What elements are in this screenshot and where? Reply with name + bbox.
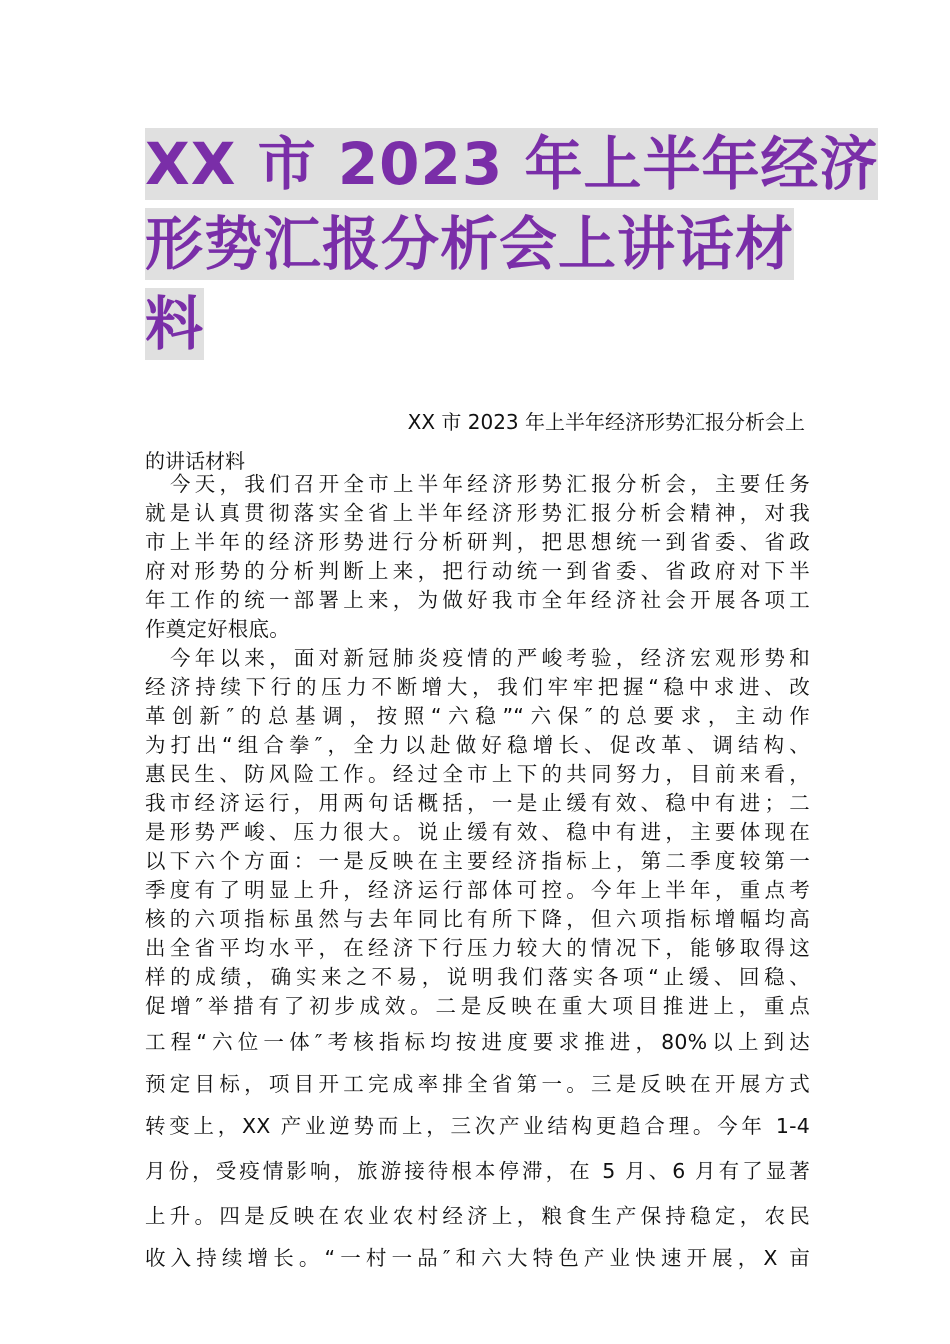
body-line: 出全省平均水平，在经济下行压力较大的情况下，能够取得这 bbox=[145, 936, 810, 960]
body-line: 为打出“组合拳″，全力以赴做好稳增长、促改革、调结构、 bbox=[145, 733, 810, 757]
body-line: 今年以来，面对新冠肺炎疫情的严峻考验，经济宏观形势和 bbox=[170, 646, 810, 670]
body-line: 上升。四是反映在农业农村经济上，粮食生产保持稳定，农民 bbox=[145, 1204, 810, 1228]
document-title bbox=[145, 128, 879, 368]
body-line: 促增″举措有了初步成效。二是反映在重大项目推进上，重点 bbox=[145, 994, 810, 1018]
body-line: 革创新″的总基调，按照“六稳”“六保″的总要求，主动作 bbox=[145, 704, 810, 728]
title-line-2: 形势汇报分析会上讲话材 bbox=[145, 210, 795, 278]
body-line: 府对形势的分析判断上来，把行动统一到省委、省政府对下半 bbox=[145, 559, 810, 583]
body-line: 转变上，XX 产业逆势而上，三次产业结构更趋合理。今年 1-4 bbox=[145, 1114, 810, 1138]
body-line: 是形势严峻、压力很大。说止缓有效、稳中有进，主要体现在 bbox=[145, 820, 810, 844]
title-line-3: 料 bbox=[145, 290, 205, 358]
body-line: 收入持续增长。“一村一品″和六大特色产业快速开展，X 亩 bbox=[145, 1246, 810, 1270]
body-line: 市上半年的经济形势进行分析研判，把思想统一到省委、省政 bbox=[145, 530, 810, 554]
body-line: 就是认真贯彻落实全省上半年经济形势汇报分析会精神，对我 bbox=[145, 501, 810, 525]
body-text bbox=[145, 470, 810, 1279]
body-line: 作奠定好根底。 bbox=[145, 617, 290, 641]
body-line: 我市经济运行，用两句话概括，一是止缓有效、稳中有进；二 bbox=[145, 791, 810, 815]
body-line: 月份，受疫情影响，旅游接待根本停滞，在 5 月、6 月有了显著 bbox=[145, 1159, 810, 1183]
body-line: 惠民生、防风险工作。经过全市上下的共同努力，目前来看， bbox=[145, 762, 810, 786]
body-line: 季度有了明显上升，经济运行部体可控。今年上半年，重点考 bbox=[145, 878, 810, 902]
body-line: 样的成绩，确实来之不易，说明我们落实各项“止缓、回稳、 bbox=[145, 965, 810, 989]
body-line: 以下六个方面：一是反映在主要经济指标上，第二季度较第一 bbox=[145, 849, 810, 873]
body-line: 预定目标，项目开工完成率排全省第一。三是反映在开展方式 bbox=[145, 1072, 810, 1096]
body-line: 年工作的统一部署上来，为做好我市全年经济社会开展各项工 bbox=[145, 588, 810, 612]
body-line: 工程“六位一体″考核指标均按进度要求推进，80%以上到达 bbox=[145, 1030, 810, 1054]
subtitle-line-2: 的讲话材料 bbox=[145, 449, 245, 473]
body-line: 核的六项指标虽然与去年同比有所下降，但六项指标增幅均高 bbox=[145, 907, 810, 931]
body-line: 经济持续下行的压力不断增大，我们牢牢把握“稳中求进、改 bbox=[145, 675, 810, 699]
subtitle-line-1: XX 市 2023 年上半年经济形势汇报分析会上 bbox=[407, 410, 805, 434]
title-line-1: XX 市 2023 年上半年经济 bbox=[145, 130, 879, 198]
body-line: 今天，我们召开全市上半年经济形势汇报分析会，主要任务 bbox=[170, 472, 810, 496]
